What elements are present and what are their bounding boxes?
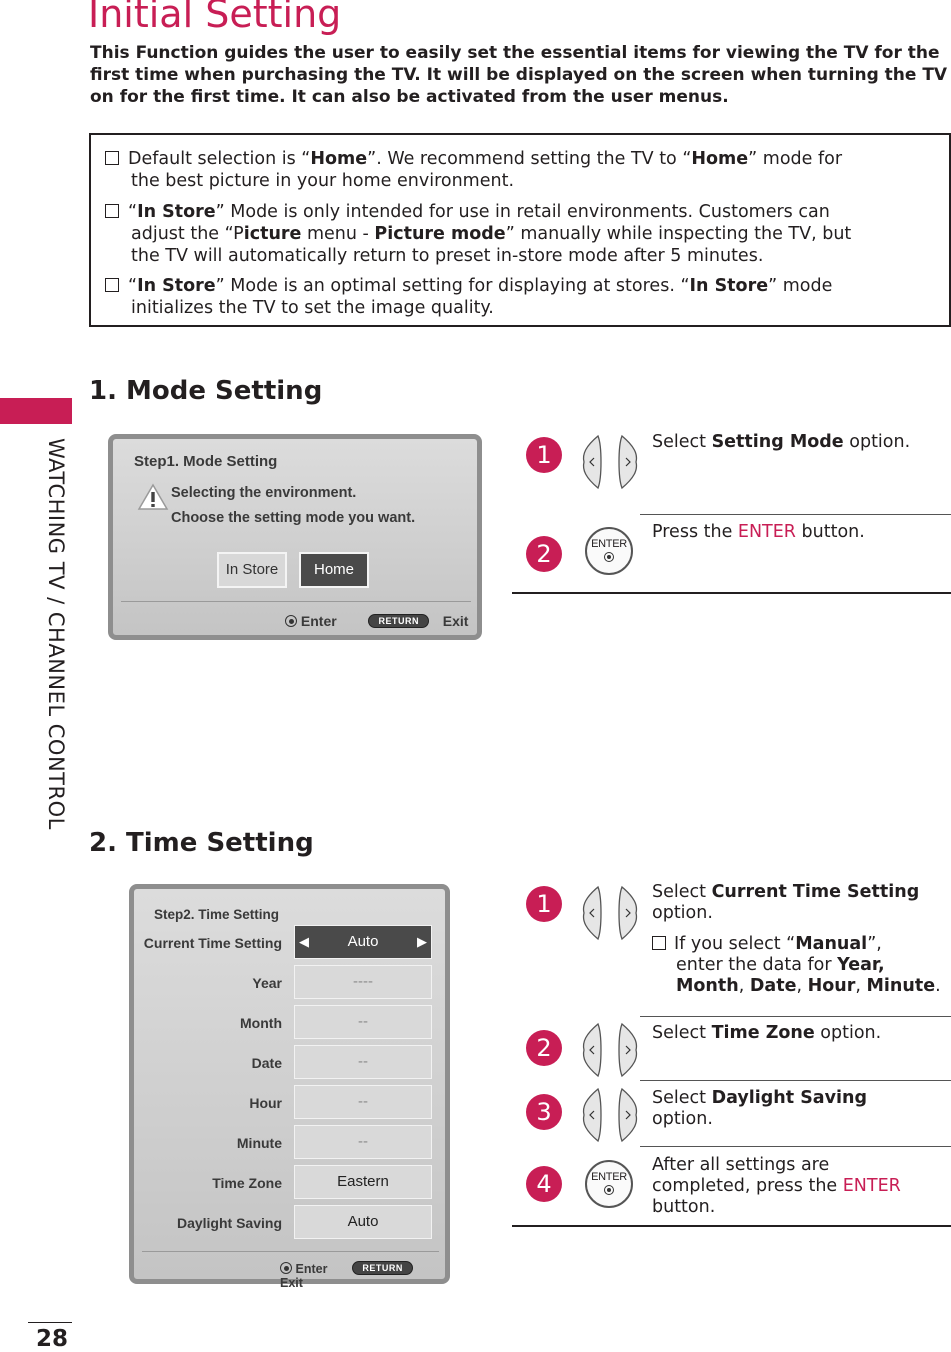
panel-footer bbox=[285, 613, 468, 629]
warning-line-2: Choose the setting mode you want. bbox=[171, 510, 416, 526]
left-right-arrow-keys-icon bbox=[580, 1022, 640, 1078]
note-home: Default selection is “Home”. We recommend setting the TV to “Home” mode for the best picture in your home environment. bbox=[105, 148, 925, 192]
daylight-saving-field[interactable]: Auto bbox=[294, 1205, 432, 1239]
enter-label: Enter bbox=[300, 613, 337, 629]
sidebar-color-tab bbox=[0, 398, 72, 424]
time-steps-bottom-rule bbox=[512, 1225, 951, 1227]
enter-key-icon: ENTER bbox=[585, 527, 633, 575]
arrow-left-icon[interactable]: ◀ bbox=[299, 934, 309, 949]
panel-footer-rule bbox=[121, 601, 471, 602]
enter-icon bbox=[285, 615, 297, 627]
intro-paragraph: This Function guides the user to easily set the essential items for viewing the TV for the first time when purchasing the TV. It will be displayed on the screen when turning the TV on for the first time. It can also be activated from the user menus. bbox=[90, 43, 948, 107]
time-setting-panel bbox=[129, 884, 450, 1290]
left-right-arrow-keys-icon bbox=[580, 1087, 640, 1143]
checkbox-icon bbox=[105, 204, 119, 218]
enter-key-icon: ENTER bbox=[585, 1160, 633, 1208]
mode-setting-heading: 1. Mode Setting bbox=[89, 376, 323, 406]
checkbox-icon bbox=[652, 936, 666, 950]
note-in-store-optimal: “In Store” Mode is an optimal setting for displaying at stores. “In Store” mode initializes the TV to set the image quality. bbox=[105, 275, 925, 319]
return-icon: RETURN bbox=[368, 614, 429, 628]
row-label-hour: Hour bbox=[249, 1095, 282, 1111]
in-store-button[interactable]: In Store bbox=[217, 552, 287, 588]
step-divider bbox=[640, 1080, 951, 1081]
hour-field[interactable]: -- bbox=[294, 1085, 432, 1119]
row-label-year: Year bbox=[252, 975, 282, 991]
row-label-current-time-setting: Current Time Setting bbox=[143, 935, 282, 951]
year-field[interactable]: ---- bbox=[294, 965, 432, 999]
notes-box bbox=[89, 133, 951, 327]
step-number-3: 3 bbox=[526, 1094, 562, 1130]
row-label-month: Month bbox=[240, 1015, 282, 1031]
step-number-2: 2 bbox=[526, 536, 562, 572]
time-labels-column bbox=[134, 889, 282, 1289]
time-zone-field[interactable]: Eastern bbox=[294, 1165, 432, 1199]
step-number-1: 1 bbox=[526, 886, 562, 922]
note-in-store-retail: “In Store” Mode is only intended for use in retail environments. Customers can adjust the “Picture menu - Picture mode” manually while inspecting the TV, but the TV will automatically return to preset in-store mode after 5 minutes. bbox=[105, 201, 925, 267]
time-step-4-text: After all settings are completed, press the ENTER button. bbox=[652, 1155, 901, 1217]
step-number-4: 4 bbox=[526, 1166, 562, 1202]
row-label-minute: Minute bbox=[236, 1135, 282, 1151]
home-button[interactable]: Home bbox=[299, 552, 369, 588]
left-right-arrow-keys-icon bbox=[580, 434, 640, 490]
panel-footer bbox=[280, 1261, 445, 1290]
page-number-rule bbox=[28, 1322, 72, 1323]
row-label-daylight-saving: Daylight Saving bbox=[176, 1215, 282, 1231]
minute-field[interactable]: -- bbox=[294, 1125, 432, 1159]
exit-label: Exit bbox=[280, 1276, 303, 1290]
row-label-date: Date bbox=[251, 1055, 282, 1071]
step-2-text: Press the ENTER button. bbox=[652, 522, 865, 542]
time-step-1-text: Select Current Time Setting option. If you select “Manual”, enter the data for Year, Month, Date, Hour, Minute. bbox=[652, 882, 941, 996]
time-setting-heading: 2. Time Setting bbox=[89, 828, 314, 858]
warning-line-1: Selecting the environment. bbox=[171, 485, 357, 501]
mode-step-title: Step1. Mode Setting bbox=[134, 453, 278, 470]
step-divider bbox=[640, 1146, 951, 1147]
date-field[interactable]: -- bbox=[294, 1045, 432, 1079]
arrow-right-icon[interactable]: ▶ bbox=[417, 934, 427, 949]
exit-label: Exit bbox=[442, 613, 469, 629]
row-label-time-zone: Time Zone bbox=[212, 1175, 282, 1191]
time-step-title: Step2. Time Setting bbox=[154, 907, 280, 922]
warning-icon bbox=[137, 483, 169, 511]
time-step-3-text: Select Daylight Saving option. bbox=[652, 1088, 868, 1129]
page-number: 28 bbox=[36, 1326, 69, 1352]
step-divider bbox=[640, 1016, 951, 1017]
current-time-setting-select[interactable]: ◀ Auto ▶ bbox=[294, 925, 432, 959]
step-number-2: 2 bbox=[526, 1030, 562, 1066]
step-number-1: 1 bbox=[526, 437, 562, 473]
enter-label: Enter bbox=[295, 1262, 328, 1276]
sidebar-section-label: WATCHING TV / CHANNEL CONTROL bbox=[44, 438, 68, 830]
step-1-text: Select Setting Mode option. bbox=[652, 432, 911, 452]
mode-steps-bottom-rule bbox=[512, 592, 951, 594]
month-field[interactable]: -- bbox=[294, 1005, 432, 1039]
time-step-2-text: Select Time Zone option. bbox=[652, 1023, 882, 1043]
mode-setting-panel bbox=[108, 434, 482, 640]
checkbox-icon bbox=[105, 278, 119, 292]
page-title: Initial Setting bbox=[88, 0, 342, 36]
panel-footer-rule bbox=[142, 1251, 439, 1252]
checkbox-icon bbox=[105, 151, 119, 165]
enter-icon bbox=[280, 1262, 292, 1274]
step-divider bbox=[640, 514, 951, 515]
left-right-arrow-keys-icon bbox=[580, 885, 640, 941]
return-icon: RETURN bbox=[352, 1261, 413, 1275]
